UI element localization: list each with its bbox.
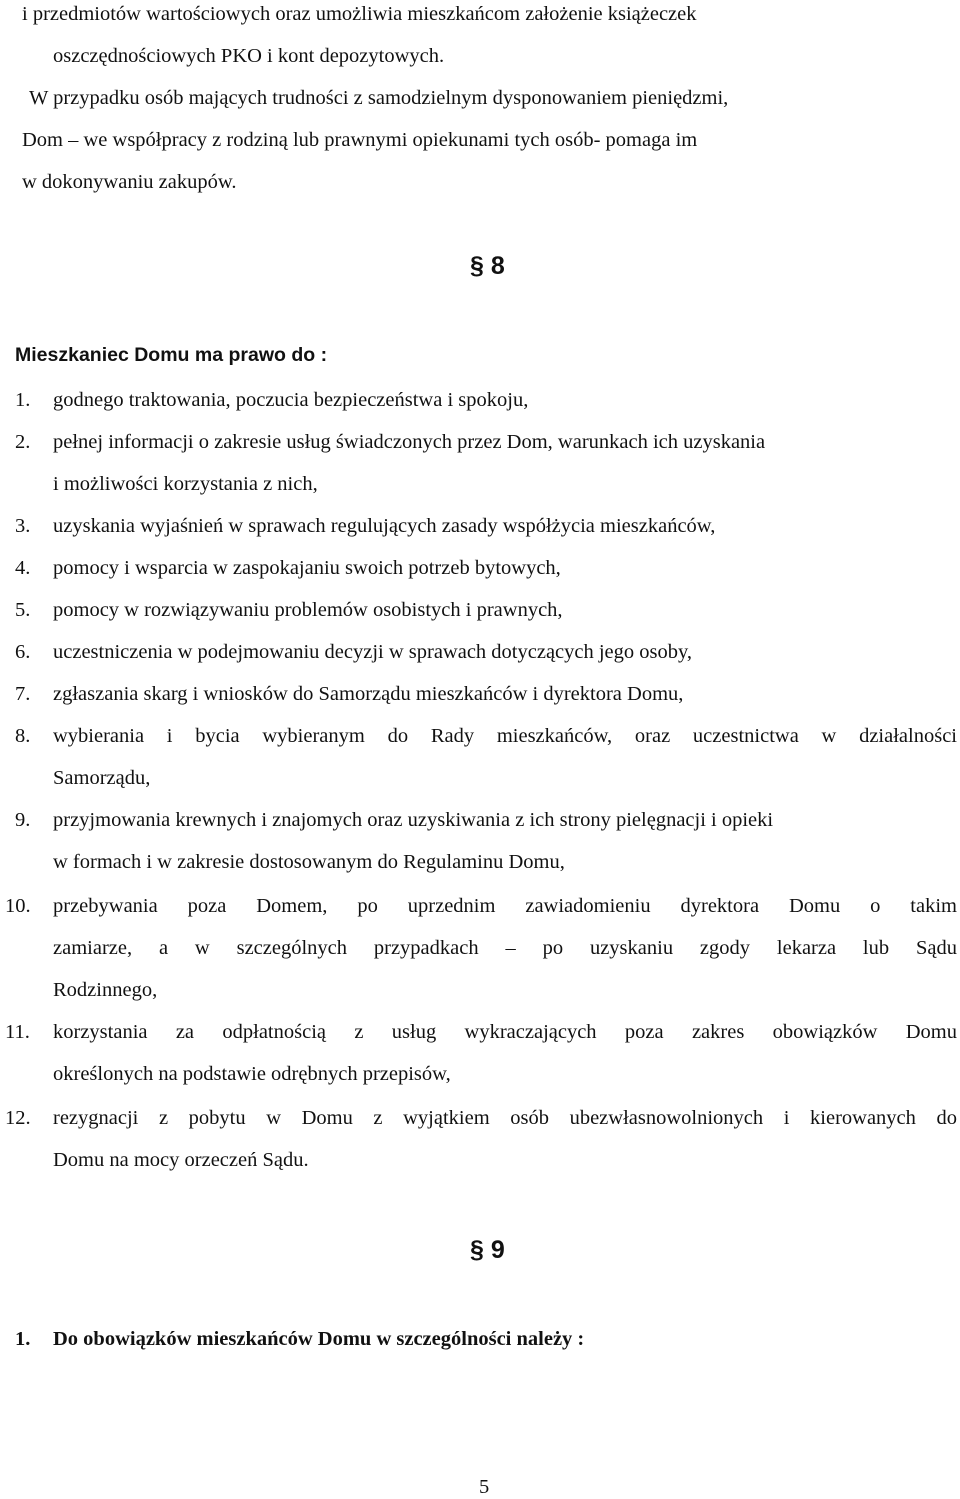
rights-item-number: 3.: [15, 515, 31, 537]
intro-line-5: w dokonywaniu zakupów.: [22, 171, 237, 193]
rights-item-line: pełnej informacji o zakresie usług świadczonych przez Dom, warunkach ich uzyskania: [53, 431, 766, 453]
rights-item-line: wybierania i bycia wybieranym do Rady mieszkańców, oraz uczestnictwa w działalności: [53, 725, 957, 747]
rights-item-line: określonych na podstawie odrębnych przepisów,: [53, 1063, 451, 1085]
rights-item-number: 9.: [15, 809, 31, 831]
rights-item-number: 5.: [15, 599, 31, 621]
rights-item-line: przyjmowania krewnych i znajomych oraz uzyskiwania z ich strony pielęgnacji i opieki: [53, 809, 774, 831]
rights-item-line: pomocy i wsparcia w zaspokajaniu swoich potrzeb bytowych,: [53, 557, 561, 579]
rights-item-number: 1.: [15, 389, 31, 411]
rights-item-line: pomocy w rozwiązywaniu problemów osobistych i prawnych,: [53, 599, 563, 621]
rights-item-line: w formach i w zakresie dostosowanym do Regulaminu Domu,: [53, 851, 565, 873]
section-9-item-number: 1.: [15, 1328, 31, 1350]
page-number: 5: [479, 1476, 490, 1498]
rights-item-line: uzyskania wyjaśnień w sprawach regulujących zasady współżycia mieszkańców,: [53, 515, 716, 537]
rights-item-line: korzystania za odpłatnością z usług wykraczających poza zakres obowiązków Domu: [53, 1021, 957, 1043]
intro-line-4: Dom – we współpracy z rodziną lub prawnymi opiekunami tych osób- pomaga im: [22, 129, 698, 151]
rights-item-number: 2.: [15, 431, 31, 453]
rights-item-line: zgłaszania skarg i wniosków do Samorządu mieszkańców i dyrektora Domu,: [53, 683, 684, 705]
section-9-item-text: Do obowiązków mieszkańców Domu w szczególności należy :: [53, 1328, 585, 1350]
rights-item-line: przebywania poza Domem, po uprzednim zawiadomieniu dyrektora Domu o takim: [53, 895, 957, 917]
rights-item-line: godnego traktowania, poczucia bezpieczeństwa i spokoju,: [53, 389, 529, 411]
rights-item-line: uczestniczenia w podejmowaniu decyzji w sprawach dotyczących jego osoby,: [53, 641, 693, 663]
rights-item-line: zamiarze, a w szczególnych przypadkach – po uzyskaniu zgody lekarza lub Sądu: [53, 937, 957, 959]
rights-item-number: 7.: [15, 683, 31, 705]
intro-line-1: i przedmiotów wartościowych oraz umożliwia mieszkańcom założenie książeczek: [22, 3, 697, 25]
section-9-heading: § 9: [470, 1236, 505, 1264]
rights-item-line: Rodzinnego,: [53, 979, 158, 1001]
rights-item-number: 12.: [5, 1107, 31, 1129]
rights-item-number: 8.: [15, 725, 31, 747]
rights-item-line: Domu na mocy orzeczeń Sądu.: [53, 1149, 309, 1171]
intro-line-2: oszczędnościowych PKO i kont depozytowych.: [53, 45, 445, 67]
section-8-title: Mieszkaniec Domu ma prawo do :: [15, 344, 328, 366]
rights-item-number: 6.: [15, 641, 31, 663]
intro-line-3: W przypadku osób mających trudności z samodzielnym dysponowaniem pieniędzmi,: [29, 87, 729, 109]
rights-item-line: rezygnacji z pobytu w Domu z wyjątkiem osób ubezwłasnowolnionych i kierowanych do: [53, 1107, 957, 1129]
section-8-heading: § 8: [470, 252, 505, 280]
rights-item-number: 10.: [5, 895, 31, 917]
rights-item-number: 11.: [5, 1021, 30, 1043]
rights-item-number: 4.: [15, 557, 31, 579]
rights-item-line: Samorządu,: [53, 767, 151, 789]
rights-item-line: i możliwości korzystania z nich,: [53, 473, 318, 495]
